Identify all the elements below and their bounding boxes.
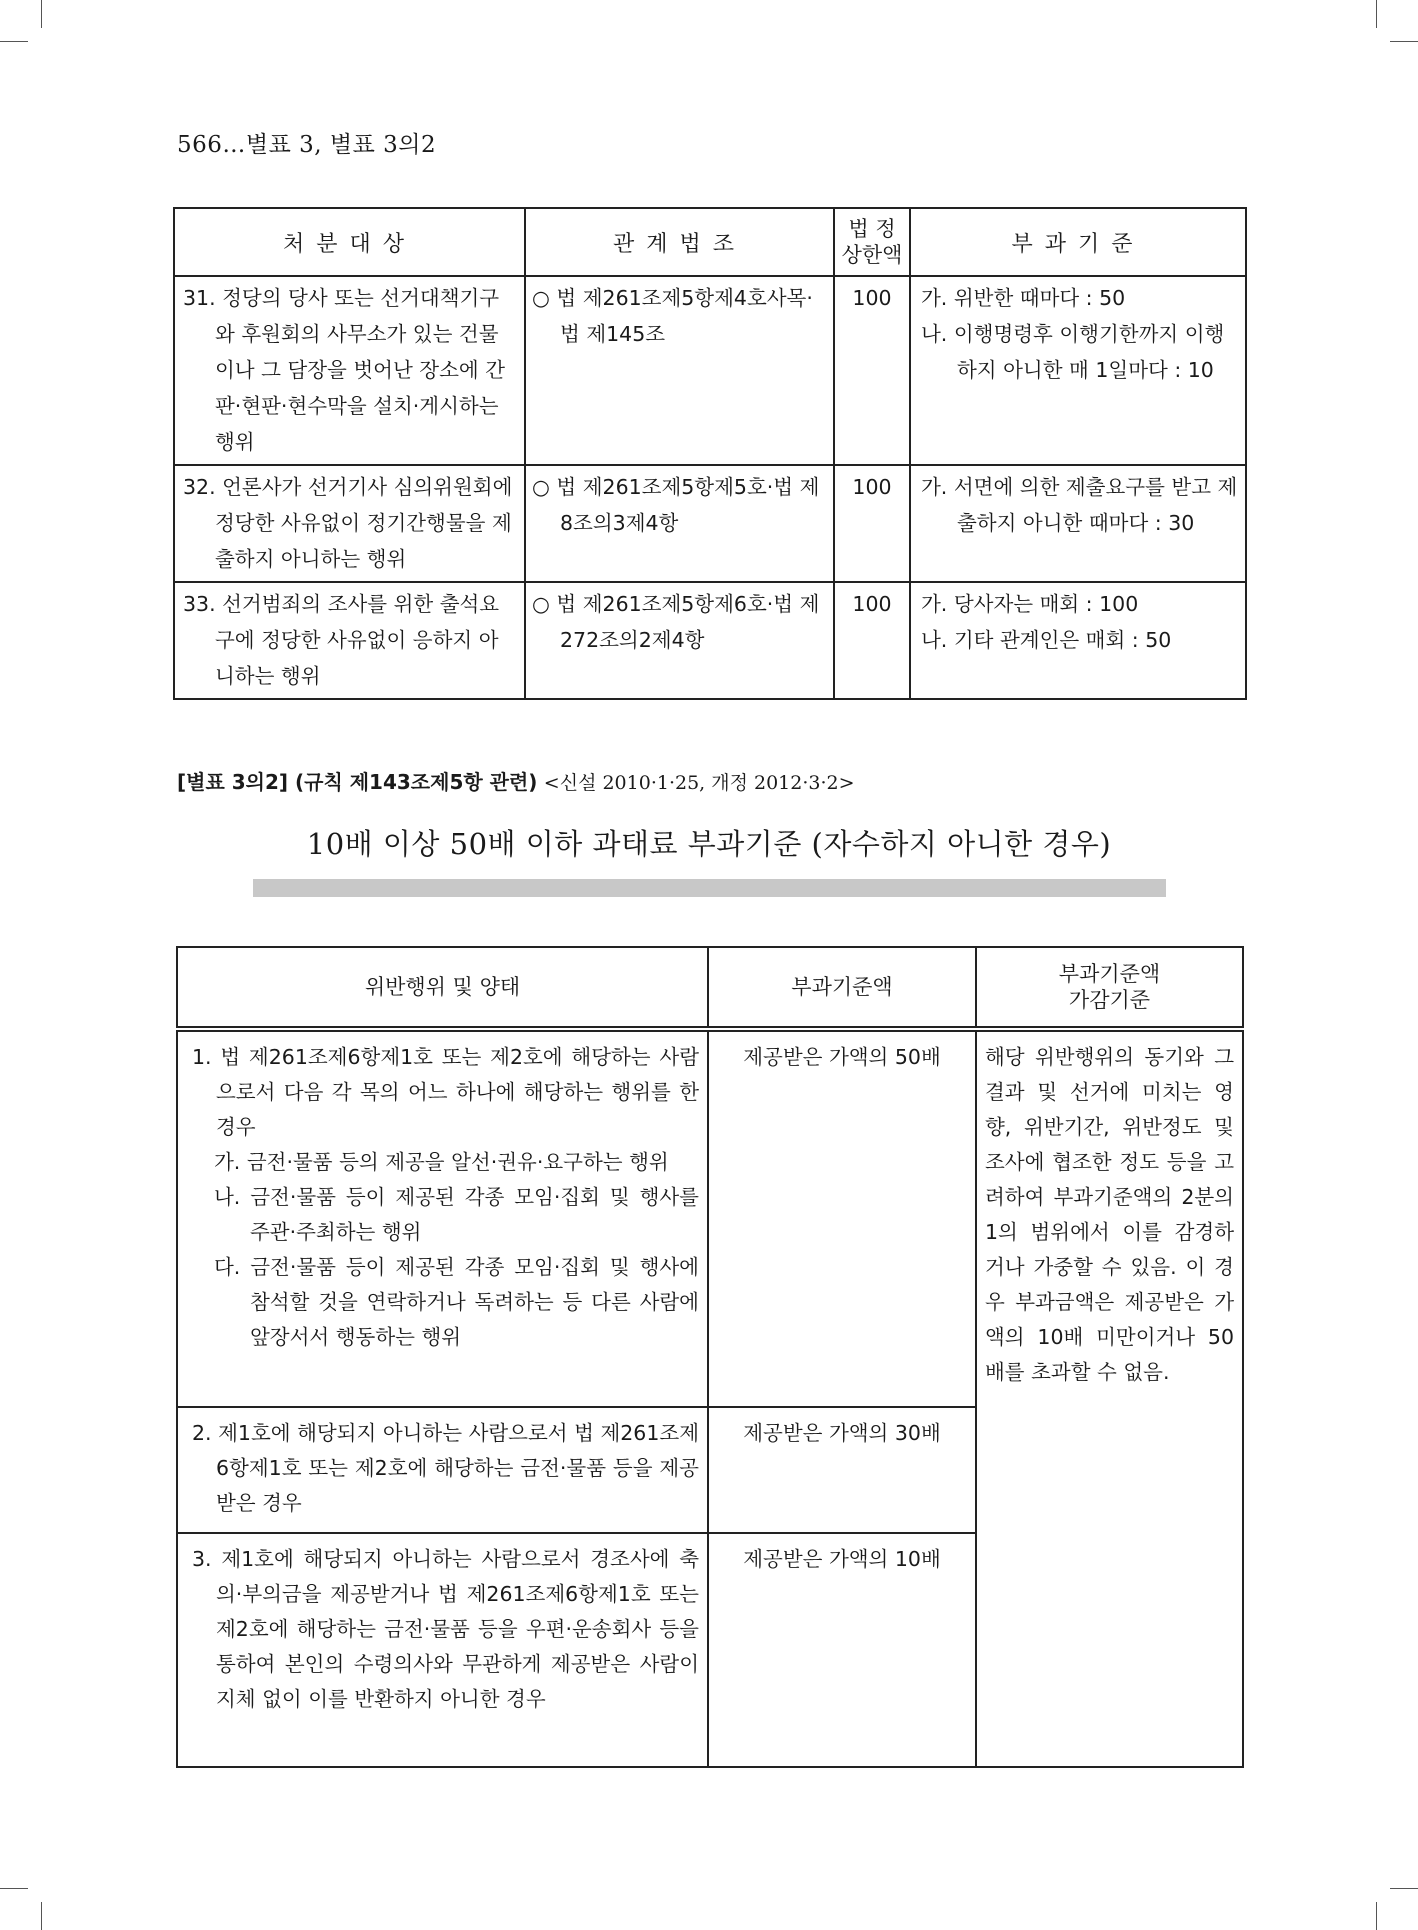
row-standard [910,276,1246,465]
violation-subitem: 가. 금전·물품 등의 제공을 알선·권유·요구하는 행위 [214,1150,669,1174]
row-limit: 100 [834,276,910,465]
annex-history: <신설 2010·1·25, 개정 2012·3·2> [543,772,855,794]
row-target: 33. 선거범죄의 조사를 위한 출석요구에 정당한 사유없이 응하지 아니하는 행위 [174,582,525,699]
row-target: 32. 언론사가 선거기사 심의위원회에 정당한 사유없이 정기간행물을 제출하지 아니하는 행위 [174,465,525,582]
running-header: 566…별표 3, 별표 3의2 [177,132,437,158]
row-law: ○ 법 제261조제5항제4호사목·법 제145조 [525,276,834,465]
table-row [174,276,1246,465]
col-violation-header: 위반행위 및 양태 [177,947,708,1029]
violation-item: 1. 법 제261조제6항제1호 또는 제2호에 해당하는 사람으로서 다음 각 목의 어느 하나에 해당하는 행위를 한 경우 [192,1045,699,1139]
crop-mark [41,0,42,28]
standard-item: 가. 당사자는 매회 : 100 [921,592,1139,616]
crop-mark [1390,1888,1418,1889]
crop-mark [1376,0,1377,28]
table-row [174,465,1246,582]
violation-subitem: 나. 금전·물품 등이 제공된 각종 모임·집회 및 행사를 주관·주최하는 행위 [214,1185,699,1244]
standard-item: 나. 이행명령후 이행기한까지 이행하지 아니한 매 1일마다 : 10 [921,322,1225,382]
standard-item: 가. 위반한 때마다 : 50 [921,286,1126,310]
crop-mark [41,1902,42,1930]
row-law: ○ 법 제261조제5항제6호·법 제272조의2제4항 [525,582,834,699]
col-adjust-line1: 부과기준액 [1058,962,1161,986]
table-header-row [177,947,1243,1029]
col-limit-line2: 상한액 [841,243,903,267]
title-underline-bar [253,879,1166,897]
row-target: 31. 정당의 당사 또는 선거대책기구와 후원회의 사무소가 있는 건물이나 그 담장을 벗어난 장소에 간판·현판·현수막을 설치·게시하는 행위 [174,276,525,465]
annex-title: 10배 이상 50배 이하 과태료 부과기준 (자수하지 아니한 경우) [306,827,1112,861]
row-amount: 제공받은 가액의 30배 [708,1407,976,1533]
crop-mark [0,41,28,42]
table-header-row [174,208,1246,276]
row-limit: 100 [834,465,910,582]
col-amount-header: 부과기준액 [708,947,976,1029]
col-law-header: 관계법조 [525,208,834,276]
col-target-header: 처분대상 [174,208,525,276]
row-violation [177,1407,708,1533]
row-standard [910,582,1246,699]
violation-item: 2. 제1호에 해당되지 아니하는 사람으로서 법 제261조제6항제1호 또는 제2호에 해당하는 금전·물품 등을 제공받은 경우 [192,1421,699,1515]
penalty-table-3 [173,207,1247,700]
annex-notice [177,766,855,795]
row-limit: 100 [834,582,910,699]
col-adjust-header [976,947,1243,1029]
row-amount: 제공받은 가액의 50배 [708,1029,976,1407]
crop-mark [0,1888,28,1889]
standard-item: 가. 서면에 의한 제출요구를 받고 제출하지 아니한 때마다 : 30 [921,475,1238,535]
violation-subitem: 다. 금전·물품 등이 제공된 각종 모임·집회 및 행사에 참석할 것을 연락하거나 독려하는 등 다른 사람에 앞장서서 행동하는 행위 [214,1255,699,1349]
row-violation [177,1029,708,1407]
table-row [174,582,1246,699]
row-law: ○ 법 제261조제5항제5호·법 제8조의3제4항 [525,465,834,582]
adjust-criteria: 해당 위반행위의 동기와 그 결과 및 선거에 미치는 영향, 위반기간, 위반정도 및 조사에 협조한 정도 등을 고려하여 부과기준액의 2분의 1의 범위에서 이를 감경하거나 가중할 수 있음. 이 경우 부과금액은 제공받은 가액의 10배 미만이거나 50배를 초과할 수 없음. [976,1029,1243,1767]
annex-label: [별표 3의2] (규칙 제143조제5항 관련) [177,770,538,794]
crop-mark [1376,1902,1377,1930]
row-violation [177,1533,708,1767]
row-standard [910,465,1246,582]
table-row [177,1029,1243,1407]
col-adjust-line2: 가감기준 [1068,988,1151,1012]
violation-item: 3. 제1호에 해당되지 아니하는 사람으로서 경조사에 축의·부의금을 제공받거나 법 제261조제6항제1호 또는 제2호에 해당하는 금전·물품 등을 우편·운송회사 등을 통하여 본인의 수령의사와 무관하게 제공받은 사람이 지체 없이 이를 반환하지 아니한 경우 [192,1547,699,1711]
col-standard-header: 부과기준 [910,208,1246,276]
col-limit-line1: 법 정 [848,217,896,241]
crop-mark [1390,41,1418,42]
col-limit-header [834,208,910,276]
row-amount: 제공받은 가액의 10배 [708,1533,976,1767]
standard-item: 나. 기타 관계인은 매회 : 50 [921,628,1172,652]
fine-standard-table [176,946,1244,1768]
